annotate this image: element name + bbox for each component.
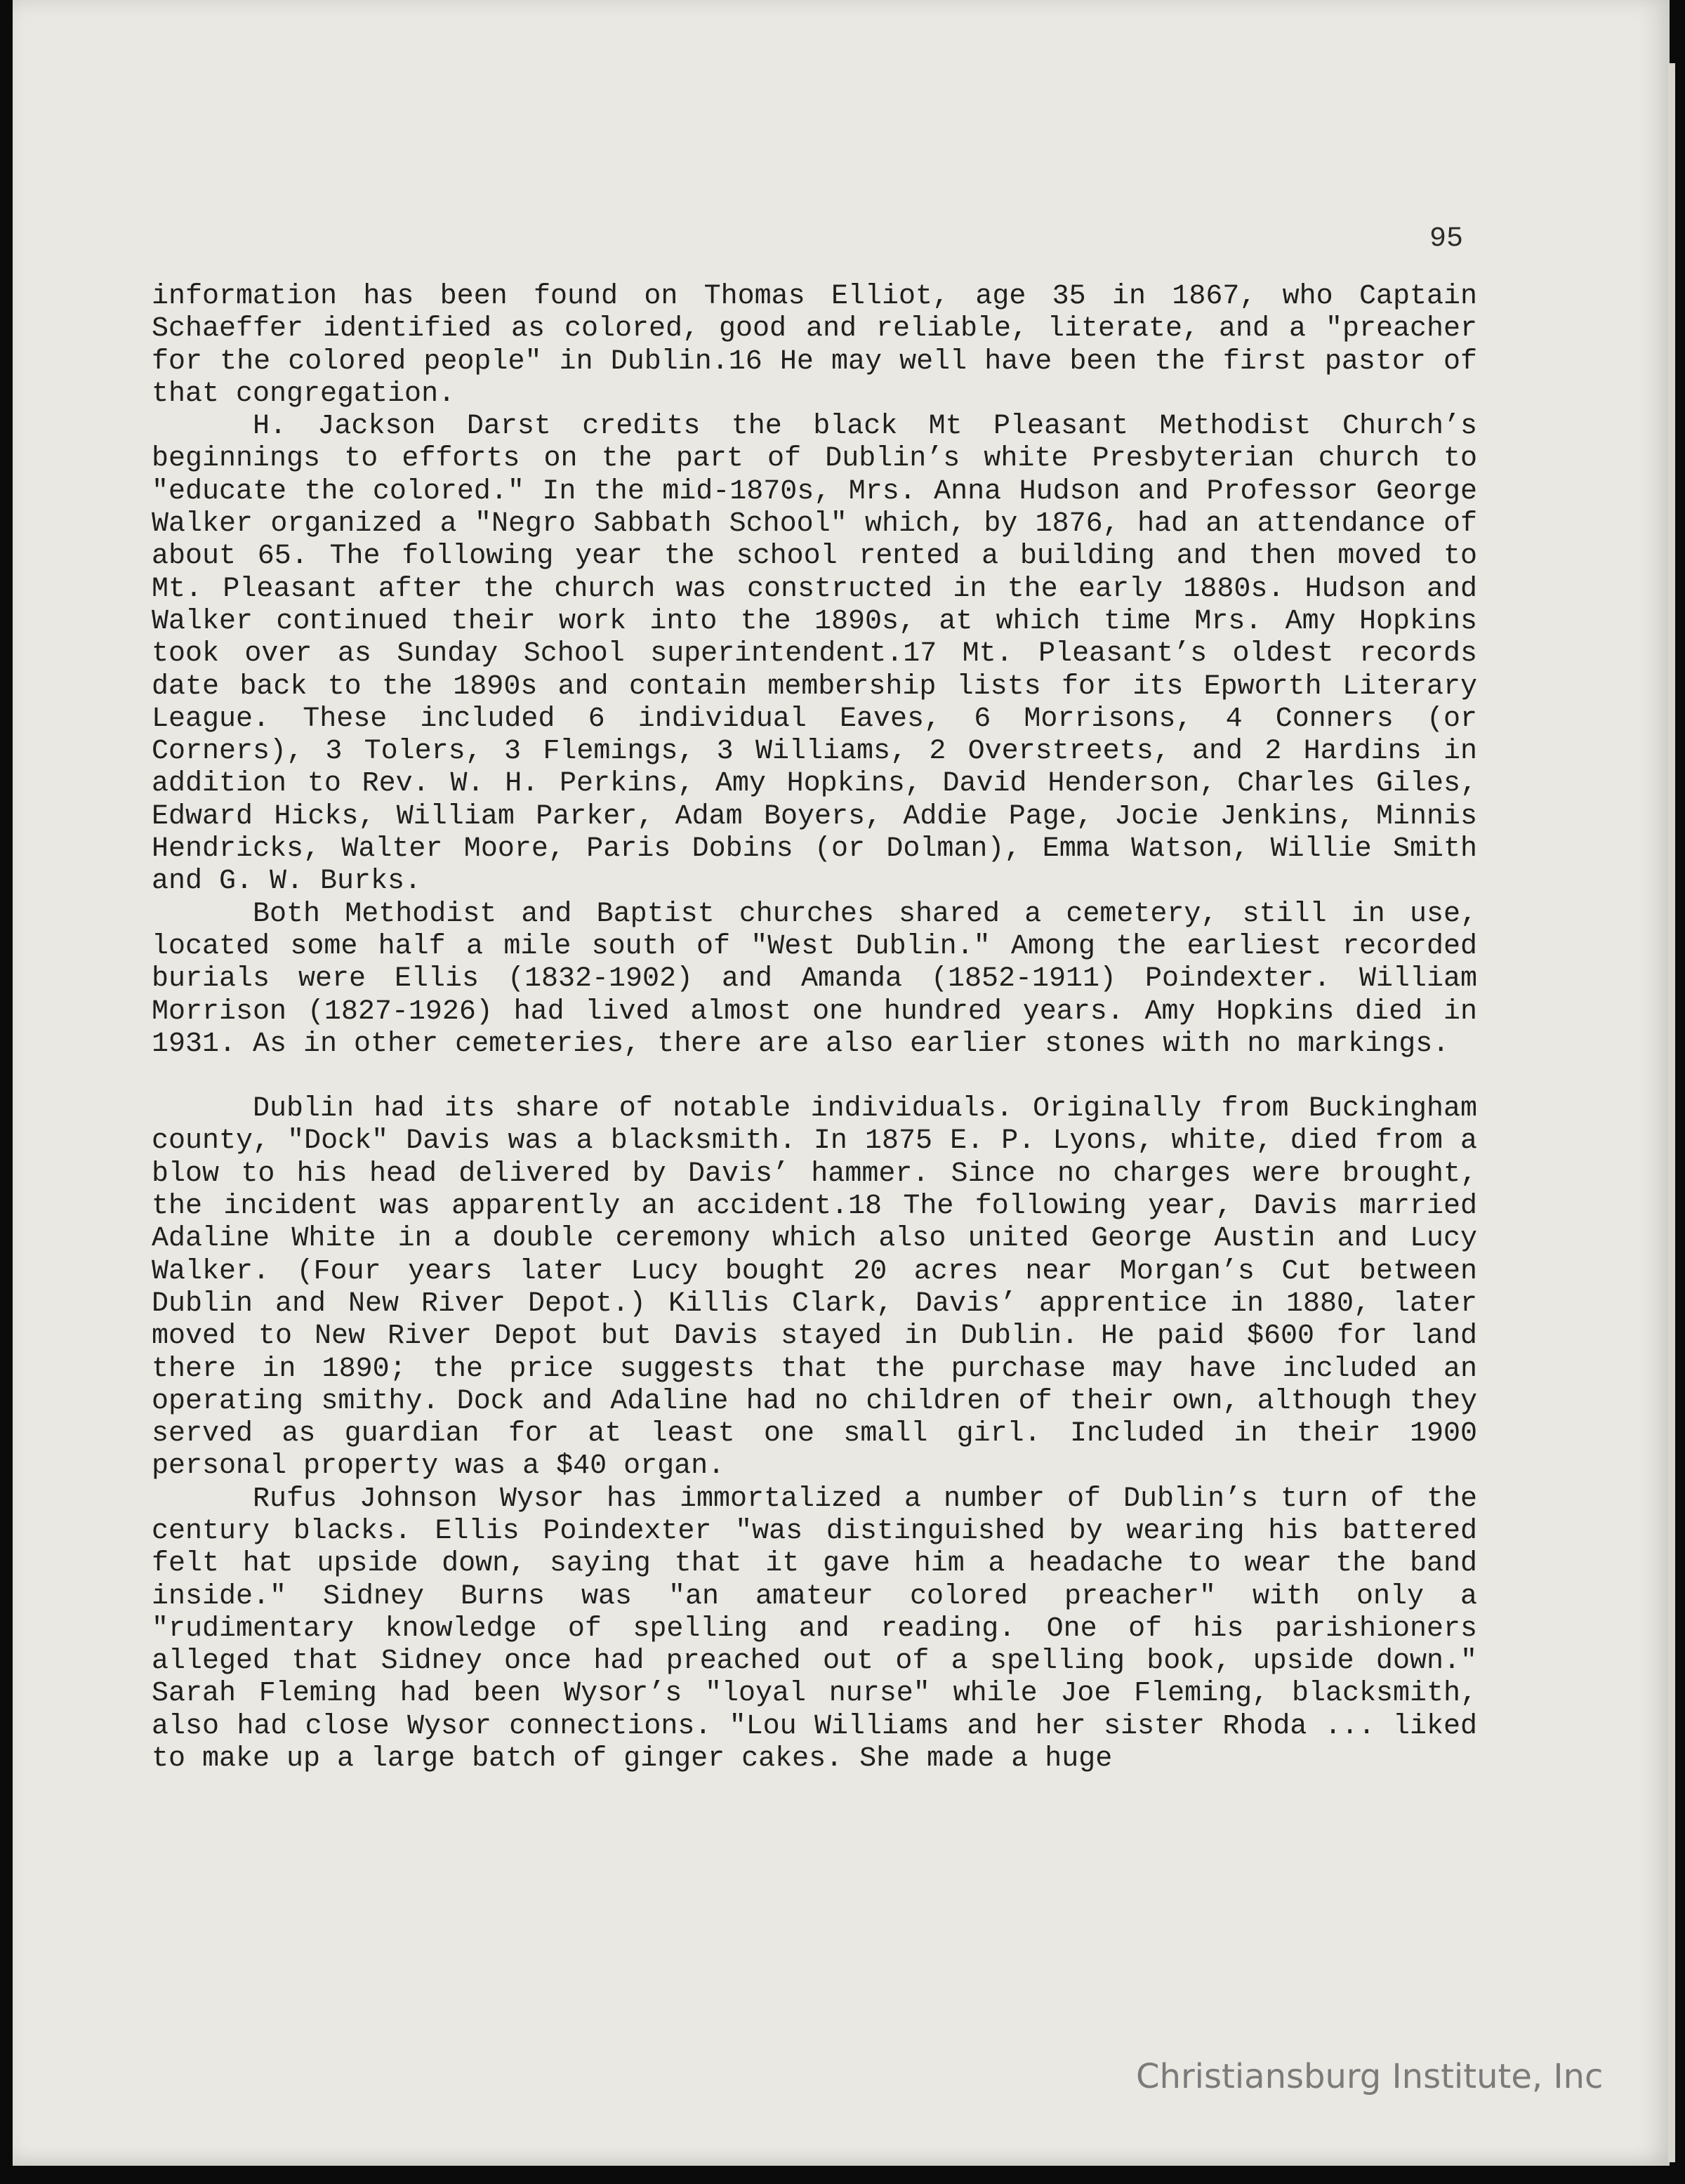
paragraph-3: Both Methodist and Baptist churches shared a cemetery, still in use, located some half a mile south of "West Dublin." Among the earliest recorded burials were Ellis (1832-1902) and Amanda (1852-1911) Poindexter. William Morrison (1827-1926) had lived almost one hundred years. Amy Hopkins died in 1931. As in other cemeteries, there are also earlier stones with no markings. [152,898,1477,1060]
paragraph-1: information has been found on Thomas Elliot, age 35 in 1867, who Captain Schaeffer identified as colored, good and reliable, literate, and a "preacher for the colored people" in Dublin.16 He may well have been the first pastor of that congregation. [152,281,1477,410]
paragraph-5: Rufus Johnson Wysor has immortalized a number of Dublin’s turn of the century blacks. Ellis Poindexter "was distinguished by wearing his battered felt hat upside down, saying that it gave him a headache to wear the band inside." Sidney Burns was "an amateur colored preacher" with only a "rudimentary knowledge of spelling and reading. One of his parishioners alleged that Sidney once had preached out of a spelling book, upside down." Sarah Fleming had been Wysor’s "loyal nurse" while Joe Fleming, blacksmith, also had close Wysor connections. "Lou Williams and her sister Rhoda ... liked to make up a large batch of ginger cakes. She made a huge [152,1483,1477,1775]
body-text [152,281,1477,1775]
page-number: 95 [1429,223,1464,255]
watermark: Christiansburg Institute, Inc [1136,2057,1604,2096]
page-edge [1668,63,1675,2162]
document-page [13,0,1670,2166]
paragraph-2: H. Jackson Darst credits the black Mt Pleasant Methodist Church’s beginnings to efforts on the part of Dublin’s white Presbyterian church to "educate the colored." In the mid-1870s, Mrs. Anna Hudson and Professor George Walker organized a "Negro Sabbath School" which, by 1876, had an attendance of about 65. The following year the school rented a building and then moved to Mt. Pleasant after the church was constructed in the early 1880s. Hudson and Walker continued their work into the 1890s, at which time Mrs. Amy Hopkins took over as Sunday School superintendent.17 Mt. Pleasant’s oldest records date back to the 1890s and contain membership lists for its Epworth Literary League. These included 6 individual Eaves, 6 Morrisons, 4 Conners (or Corners), 3 Tolers, 3 Flemings, 3 Williams, 2 Overstreets, and 2 Hardins in addition to Rev. W. H. Perkins, Amy Hopkins, David Henderson, Charles Giles, Edward Hicks, William Parker, Adam Boyers, Addie Page, Jocie Jenkins, Minnis Hendricks, Walter Moore, Paris Dobins (or Dolman), Emma Watson, Willie Smith and G. W. Burks. [152,411,1477,898]
paragraph-4: Dublin had its share of notable individuals. Originally from Buckingham county, "Dock" Davis was a blacksmith. In 1875 E. P. Lyons, white, died from a blow to his head delivered by Davis’ hammer. Since no charges were brought, the incident was apparently an accident.18 The following year, Davis married Adaline White in a double ceremony which also united George Austin and Lucy Walker. (Four years later Lucy bought 20 acres near Morgan’s Cut between Dublin and New River Depot.) Killis Clark, Davis’ apprentice in 1880, later moved to New River Depot but Davis stayed in Dublin. He paid $600 for land there in 1890; the price suggests that the purchase may have included an operating smithy. Dock and Adaline had no children of their own, although they served as guardian for at least one small girl. Included in their 1900 personal property was a $40 organ. [152,1093,1477,1483]
